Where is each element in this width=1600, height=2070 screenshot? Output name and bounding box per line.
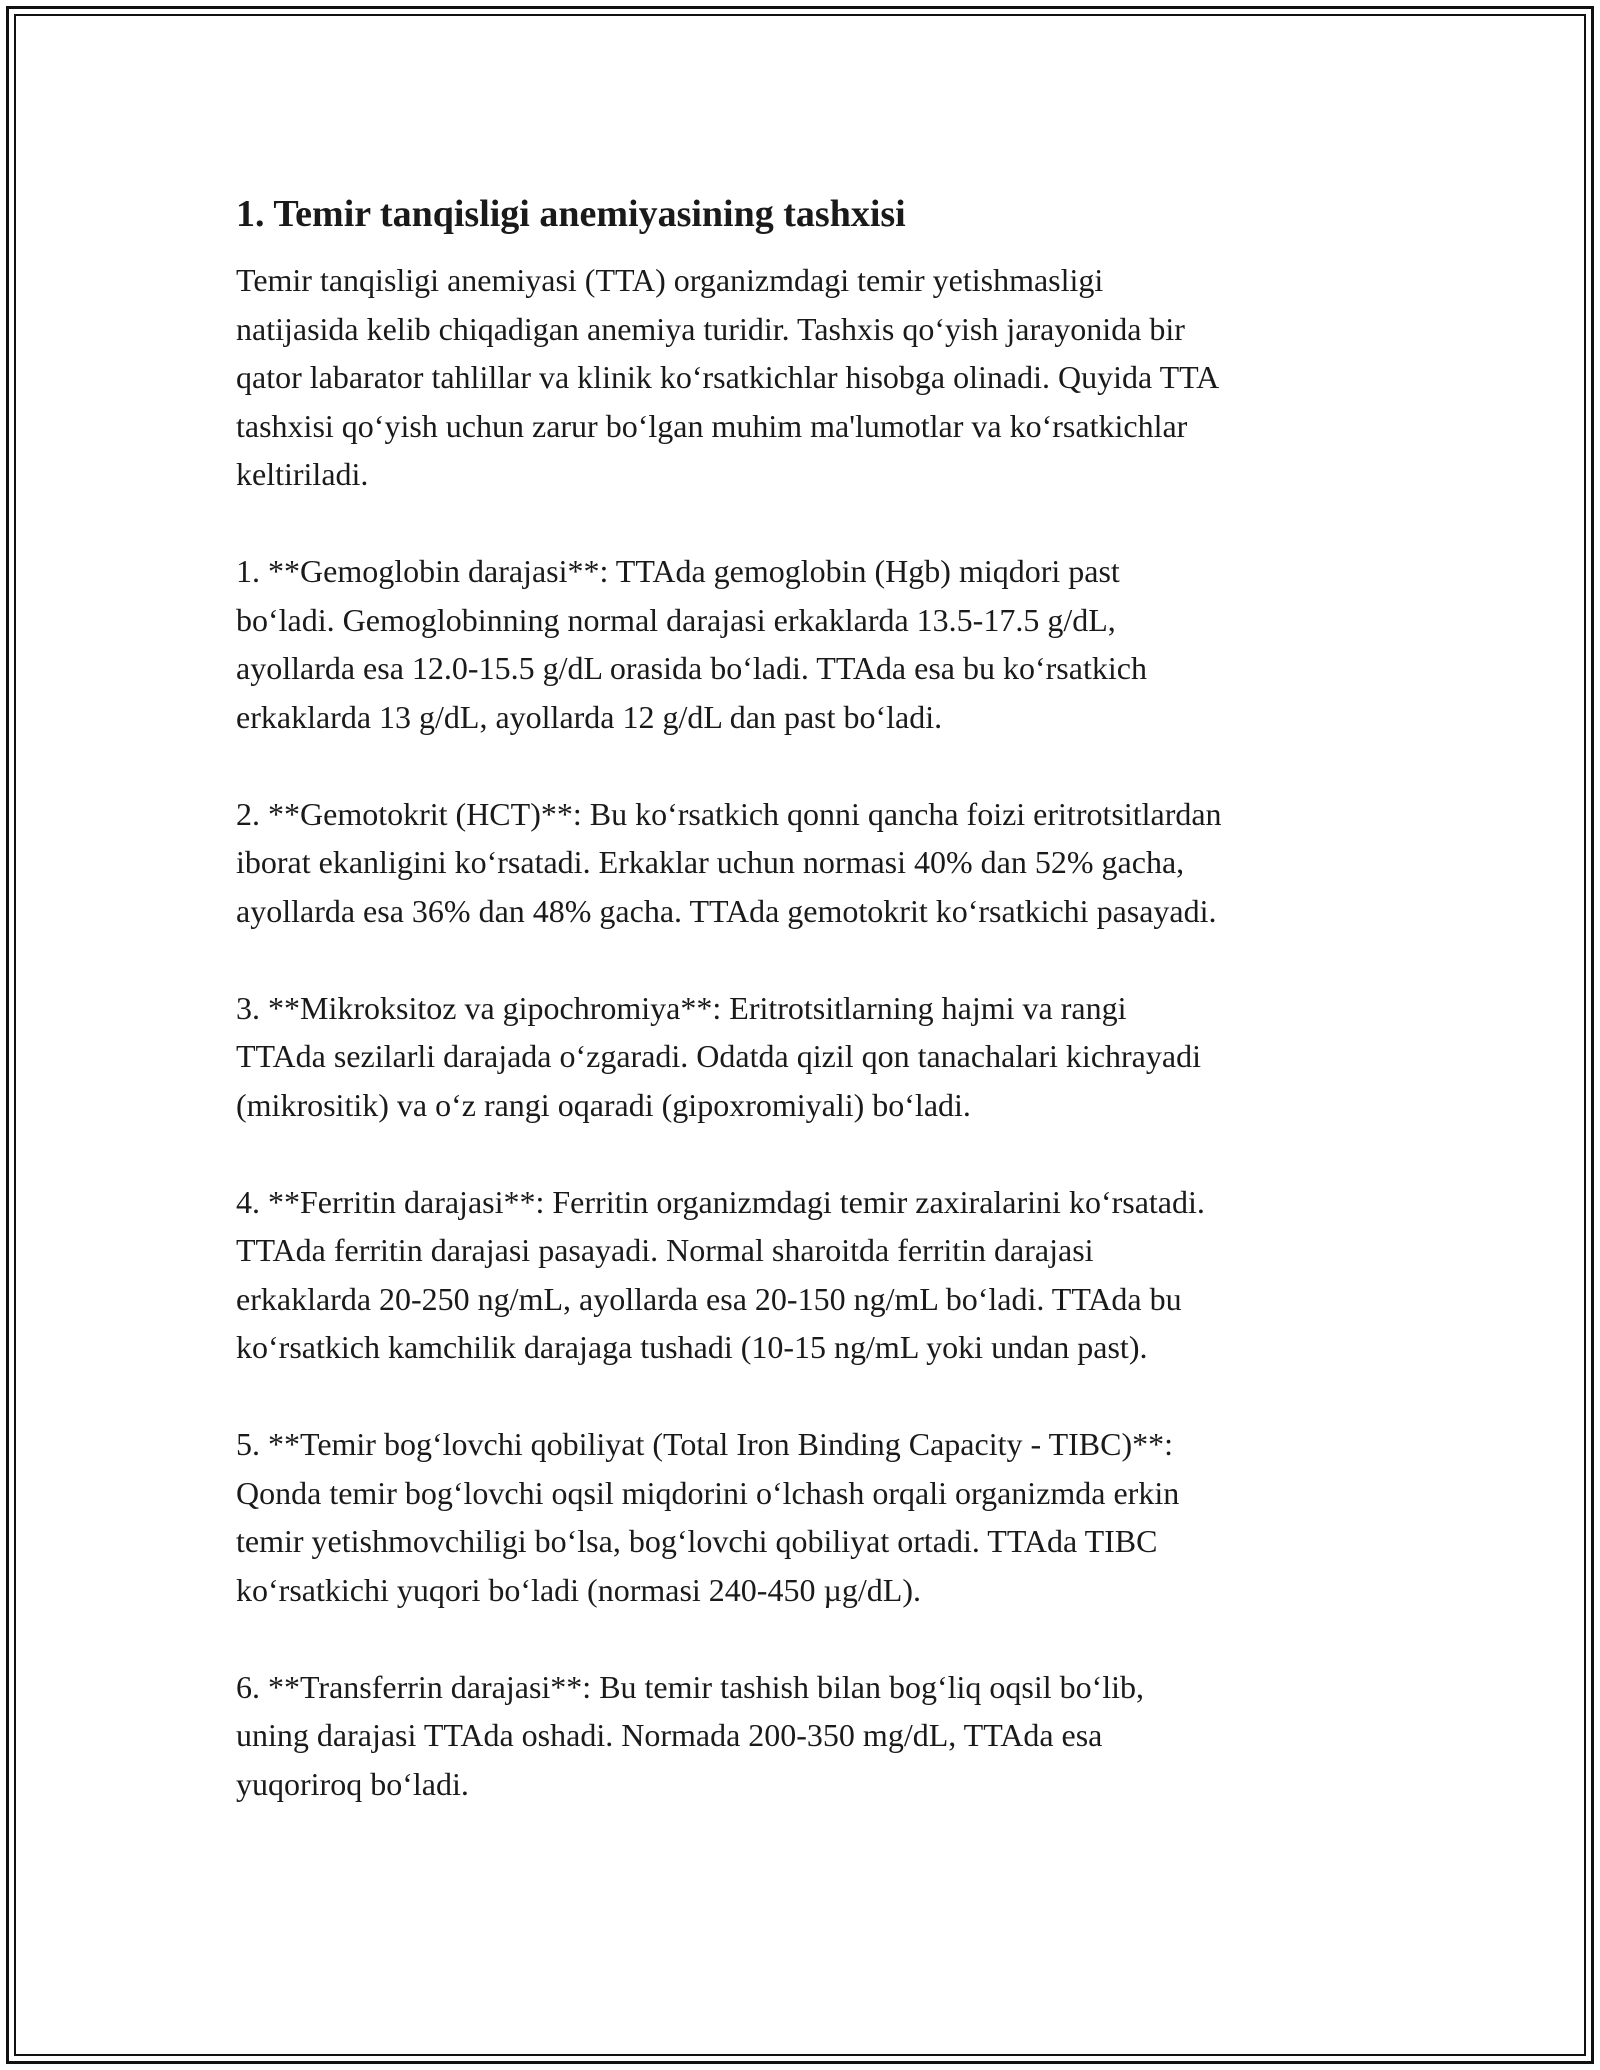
hemoglobin-paragraph: 1. **Gemoglobin darajasi**: TTAda gemoglobin (Hgb) miqdori past bo‘ladi. Gemoglobinning normal darajasi erkaklarda 13.5-17.5 g/dL, ayollarda esa 12.0-15.5 g/dL orasida bo‘ladi. TTAda esa bu ko‘rsatkich erkaklarda 13 g/dL, ayollarda 12 g/dL dan past bo‘ladi. xyxy=(236,553,1147,735)
document-body xyxy=(236,188,1386,1857)
microcytosis-paragraph: 3. **Mikroksitoz va gipochromiya**: Eritrotsitlarning hajmi va rangi TTAda sezilarli darajada o‘zgaradi. Odatda qizil qon tanachalari kichrayadi (mikrositik) va o‘z rangi oqaradi (gipoxromiyali) bo‘ladi. xyxy=(236,989,1201,1123)
tibc-paragraph: 5. **Temir bog‘lovchi qobiliyat (Total Iron Binding Capacity - TIBC)**: Qonda temir bog‘lovchi oqsil miqdorini o‘lchash orqali organizmda erkin temir yetishmovchiligi bo‘lsa, bog‘lovchi qobiliyat ortadi. TTAda TIBC ko‘rsatkichi yuqori bo‘ladi (normasi 240-450 µg/dL). xyxy=(236,1426,1180,1608)
intro-paragraph: Temir tanqisligi anemiyasi (TTA) organizmdagi temir yetishmasligi natijasida kelib chiqadigan anemiya turidir. Tashxis qo‘yish jarayonida bir qator labarator tahlillar va klinik ko‘rsatkichlar hisobga olinadi. Quyida TTA tashxisi qo‘yish uchun zarur bo‘lgan muhim ma'lumotlar va ko‘rsatkichlar keltiriladi. xyxy=(236,262,1220,492)
hematocrit-paragraph: 2. **Gemotokrit (HCT)**: Bu ko‘rsatkich qonni qancha foizi eritrotsitlardan iborat ekanligini ko‘rsatadi. Erkaklar uchun normasi 40% dan 52% gacha, ayollarda esa 36% dan 48% gacha. TTAda gemotokrit ko‘rsatkichi pasayadi. xyxy=(236,795,1222,929)
document-title: 1. Temir tanqisligi anemiyasining tashxisi xyxy=(236,193,906,235)
ferritin-paragraph: 4. **Ferritin darajasi**: Ferritin organizmdagi temir zaxiralarini ko‘rsatadi. TTAda ferritin darajasi pasayadi. Normal sharoitda ferritin darajasi erkaklarda 20-250 ng/mL, ayollarda esa 20-150 ng/mL bo‘ladi. TTAda bu ko‘rsatkich kamchilik darajaga tushadi (10-15 ng/mL yoki undan past). xyxy=(236,1183,1205,1365)
transferrin-paragraph: 6. **Transferrin darajasi**: Bu temir tashish bilan bog‘liq oqsil bo‘lib, uning darajasi TTAda oshadi. Normada 200-350 mg/dL, TTAda esa yuqoriroq bo‘ladi. xyxy=(236,1668,1145,1802)
